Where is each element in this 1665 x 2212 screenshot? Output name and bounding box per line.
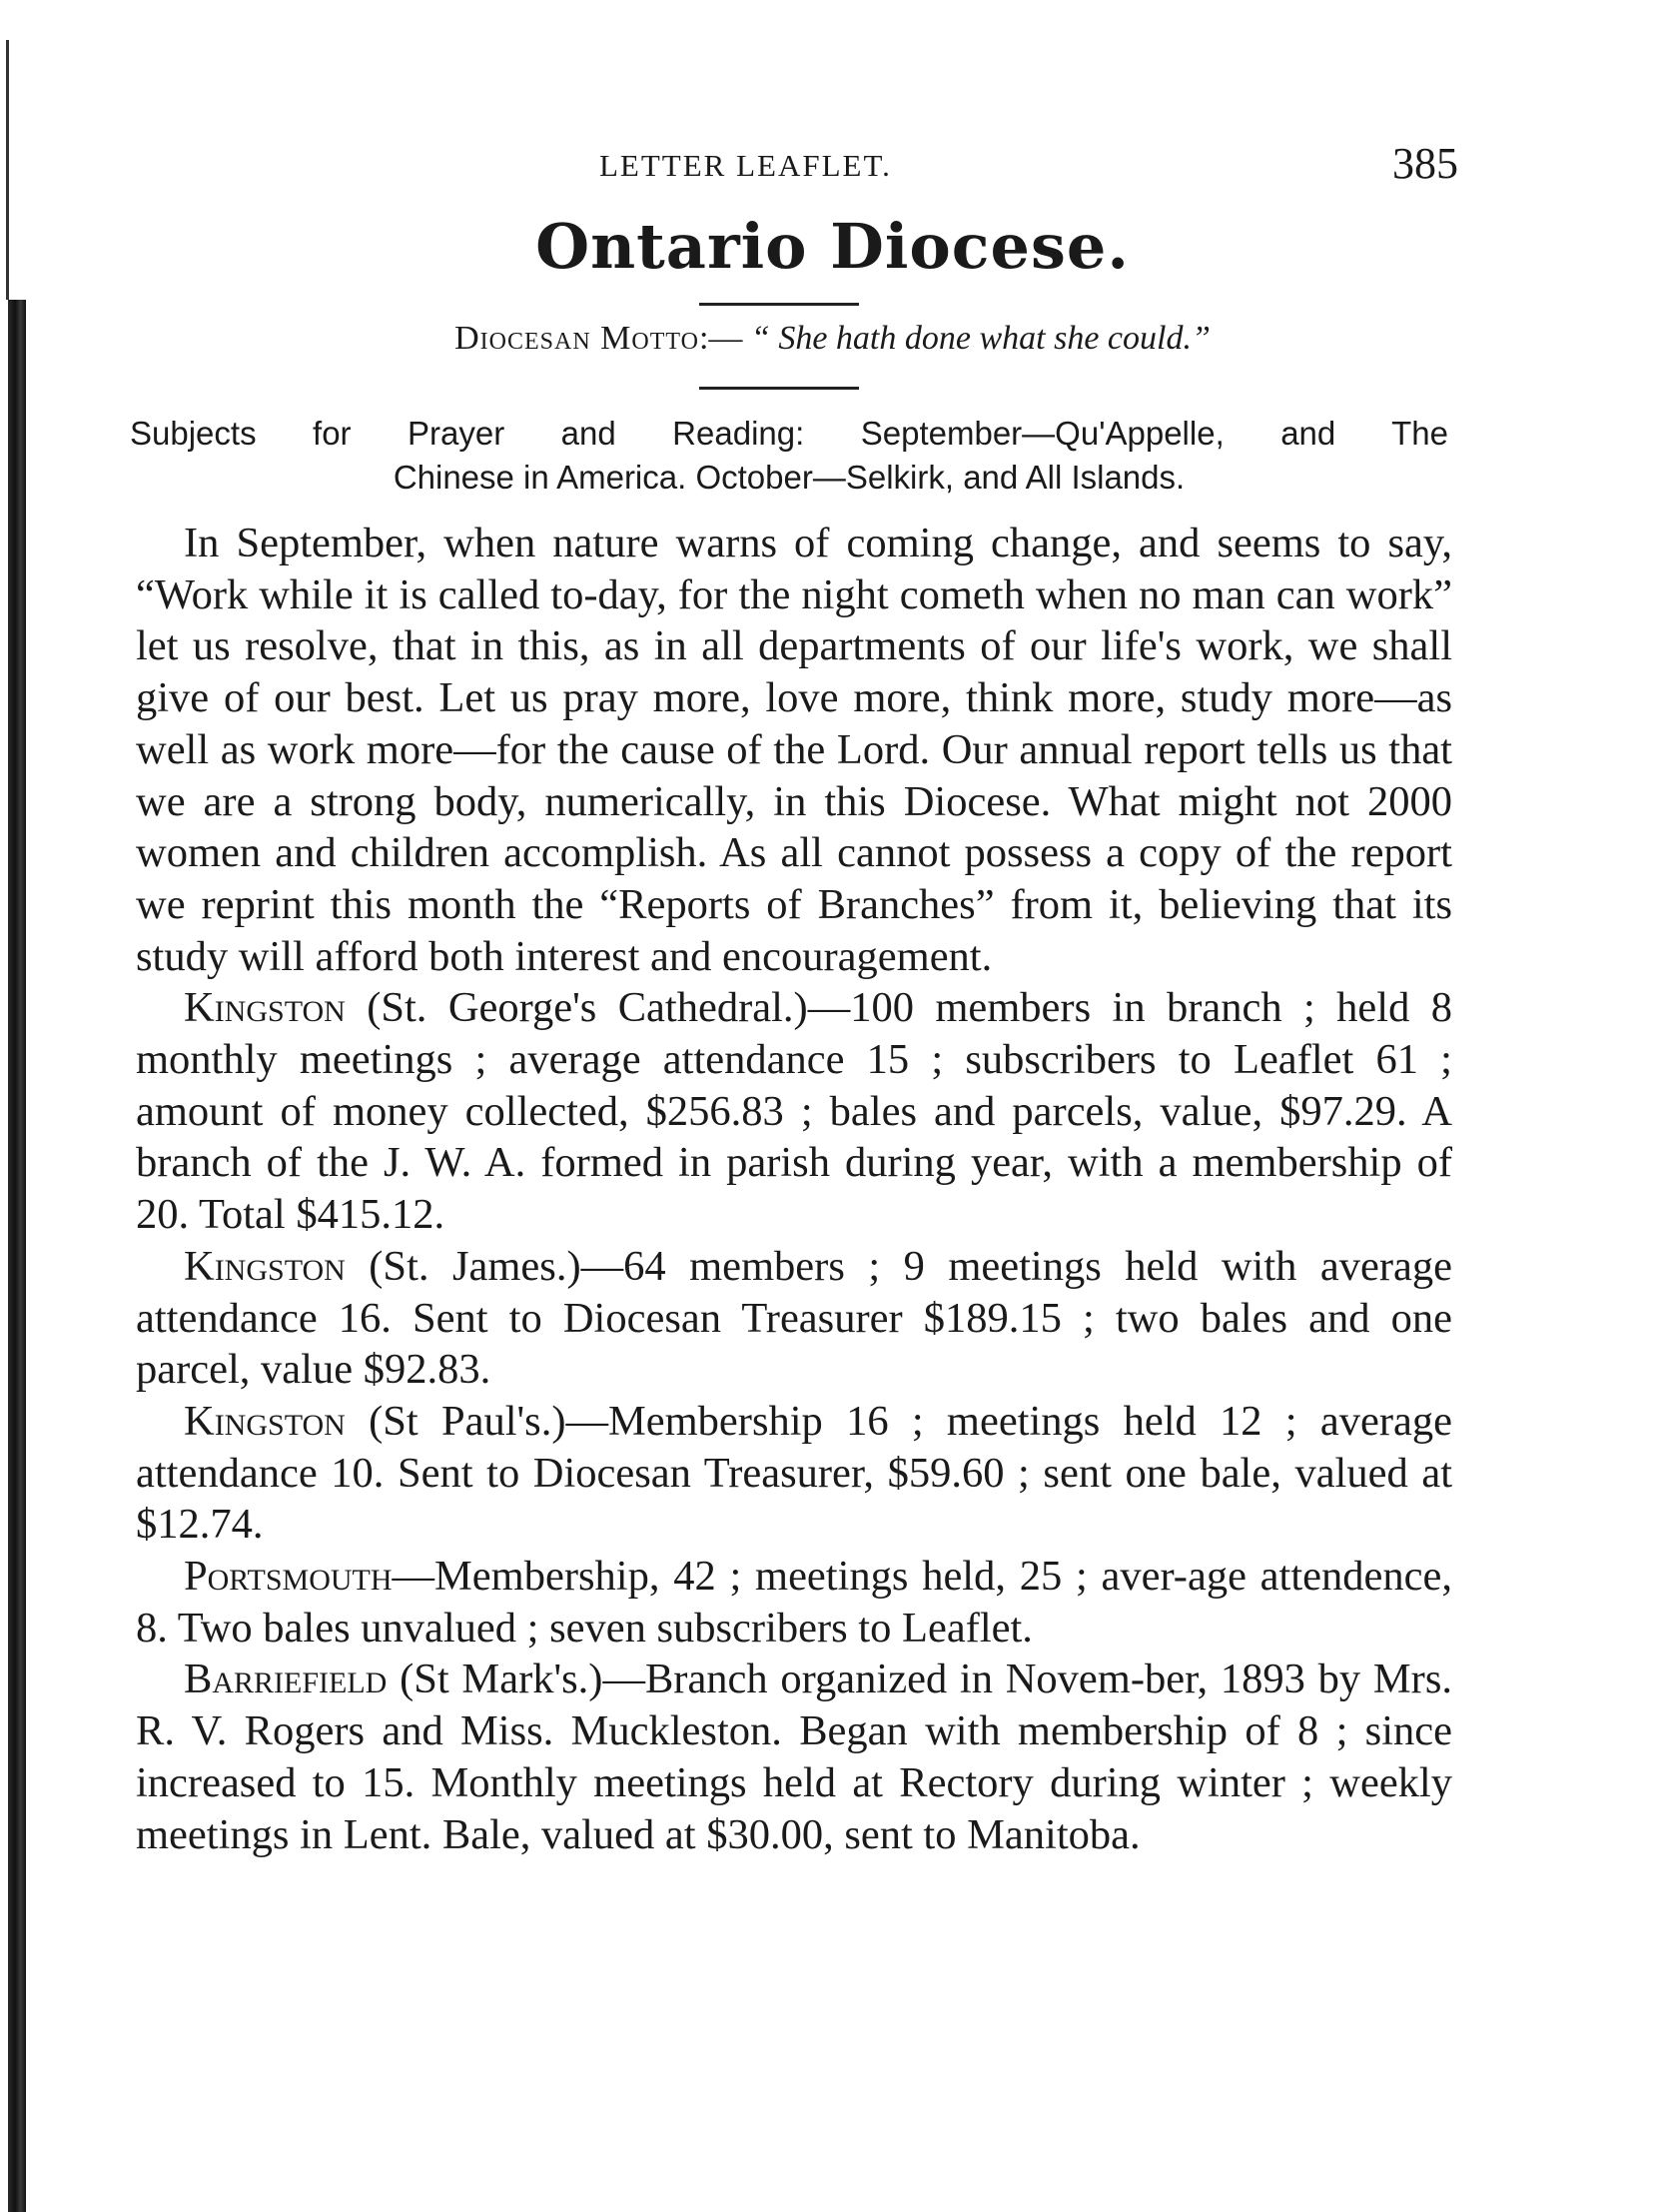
paragraph-text: (St Mark's.)—Branch organized in Novem-ber, 1893 by Mrs. R. V. Rogers and Miss. Muckleston. Began with membership of 8 ; since increased to 15. Monthly meetings held at Rectory during winter ; weekly meetings in Lent. Bale, valued at $30.00, sent to Manitoba. (136, 1656, 1452, 1858)
binding-shadow (8, 300, 26, 2212)
running-title: LETTER LEAFLET. (599, 148, 892, 183)
paragraph-text: (St Paul's.)—Membership 16 ; meetings held 12 ; average attendance 10. Sent to Diocesan Treasurer, $59.60 ; sent one bale, valued at $12.74. (136, 1397, 1452, 1549)
divider-rule (699, 303, 859, 306)
paragraph-text: —Membership, 42 ; meetings held, 25 ; aver-age attendence, 8. Two bales unvalued ; seven subscribers to Leaflet. (136, 1553, 1452, 1652)
branch-report (136, 982, 1452, 1241)
page-number: 385 (1392, 139, 1458, 188)
branch-name: Portsmouth (184, 1553, 393, 1601)
branch-report (136, 1241, 1452, 1396)
branch-name: Kingston (184, 1242, 346, 1290)
divider-rule (699, 387, 859, 390)
branch-report (136, 1654, 1452, 1860)
section-title: Ontario Diocese. (535, 210, 1130, 283)
paragraph-text: (St. George's Cathedral.)—100 members in branch ; held 8 monthly meetings ; average attendance 15 ; subscribers to Leaflet 61 ; amount of money collected, $256.83 ; bales and parcels, value, $97.29. A branch of the J. W. A. formed in parish during year, with a membership of 20. Total $415.12. (136, 984, 1452, 1239)
branch-name: Kingston (184, 984, 346, 1032)
branch-name: Barriefield (184, 1656, 388, 1703)
paragraph-text: (St. James.)—64 members ; 9 meetings held with average attendance 16. Sent to Diocesan Treasurer $189.15 ; two bales and one parcel, value $92.83. (136, 1242, 1452, 1394)
diocesan-motto (0, 320, 1665, 358)
motto-quote: “ She hath done what she could.” (750, 320, 1211, 357)
branch-report (136, 1396, 1452, 1551)
branch-name: Kingston (184, 1397, 346, 1445)
subjects-line: Subjects for Prayer and Reading: September—Qu'Appelle, and The (130, 415, 1448, 452)
branch-report (136, 1551, 1452, 1654)
motto-label: Diocesan Motto (454, 320, 699, 357)
article-body (136, 518, 1452, 1860)
subjects-line: Chinese in America. October—Selkirk, and All Islands. (393, 459, 1186, 496)
motto-separator: :— (698, 320, 743, 357)
prayer-subjects (130, 412, 1448, 500)
paragraph-text: In September, when nature warns of coming change, and seems to say, “Work while it is called to-day, for the night cometh when no man can work” let us resolve, that in this, as in all departments of our life's work, we shall give of our best. Let us pray more, love more, think more, study more—as well as work more—for the cause of the Lord. Our annual report tells us that we are a strong body, numerically, in this Diocese. What might not 2000 women and children accomplish. As all cannot possess a copy of the report we reprint this month the “Reports of Branches” from it, believing that its study will afford both interest and encouragement. (136, 520, 1452, 980)
running-head (130, 138, 1458, 198)
intro-paragraph (136, 518, 1452, 982)
